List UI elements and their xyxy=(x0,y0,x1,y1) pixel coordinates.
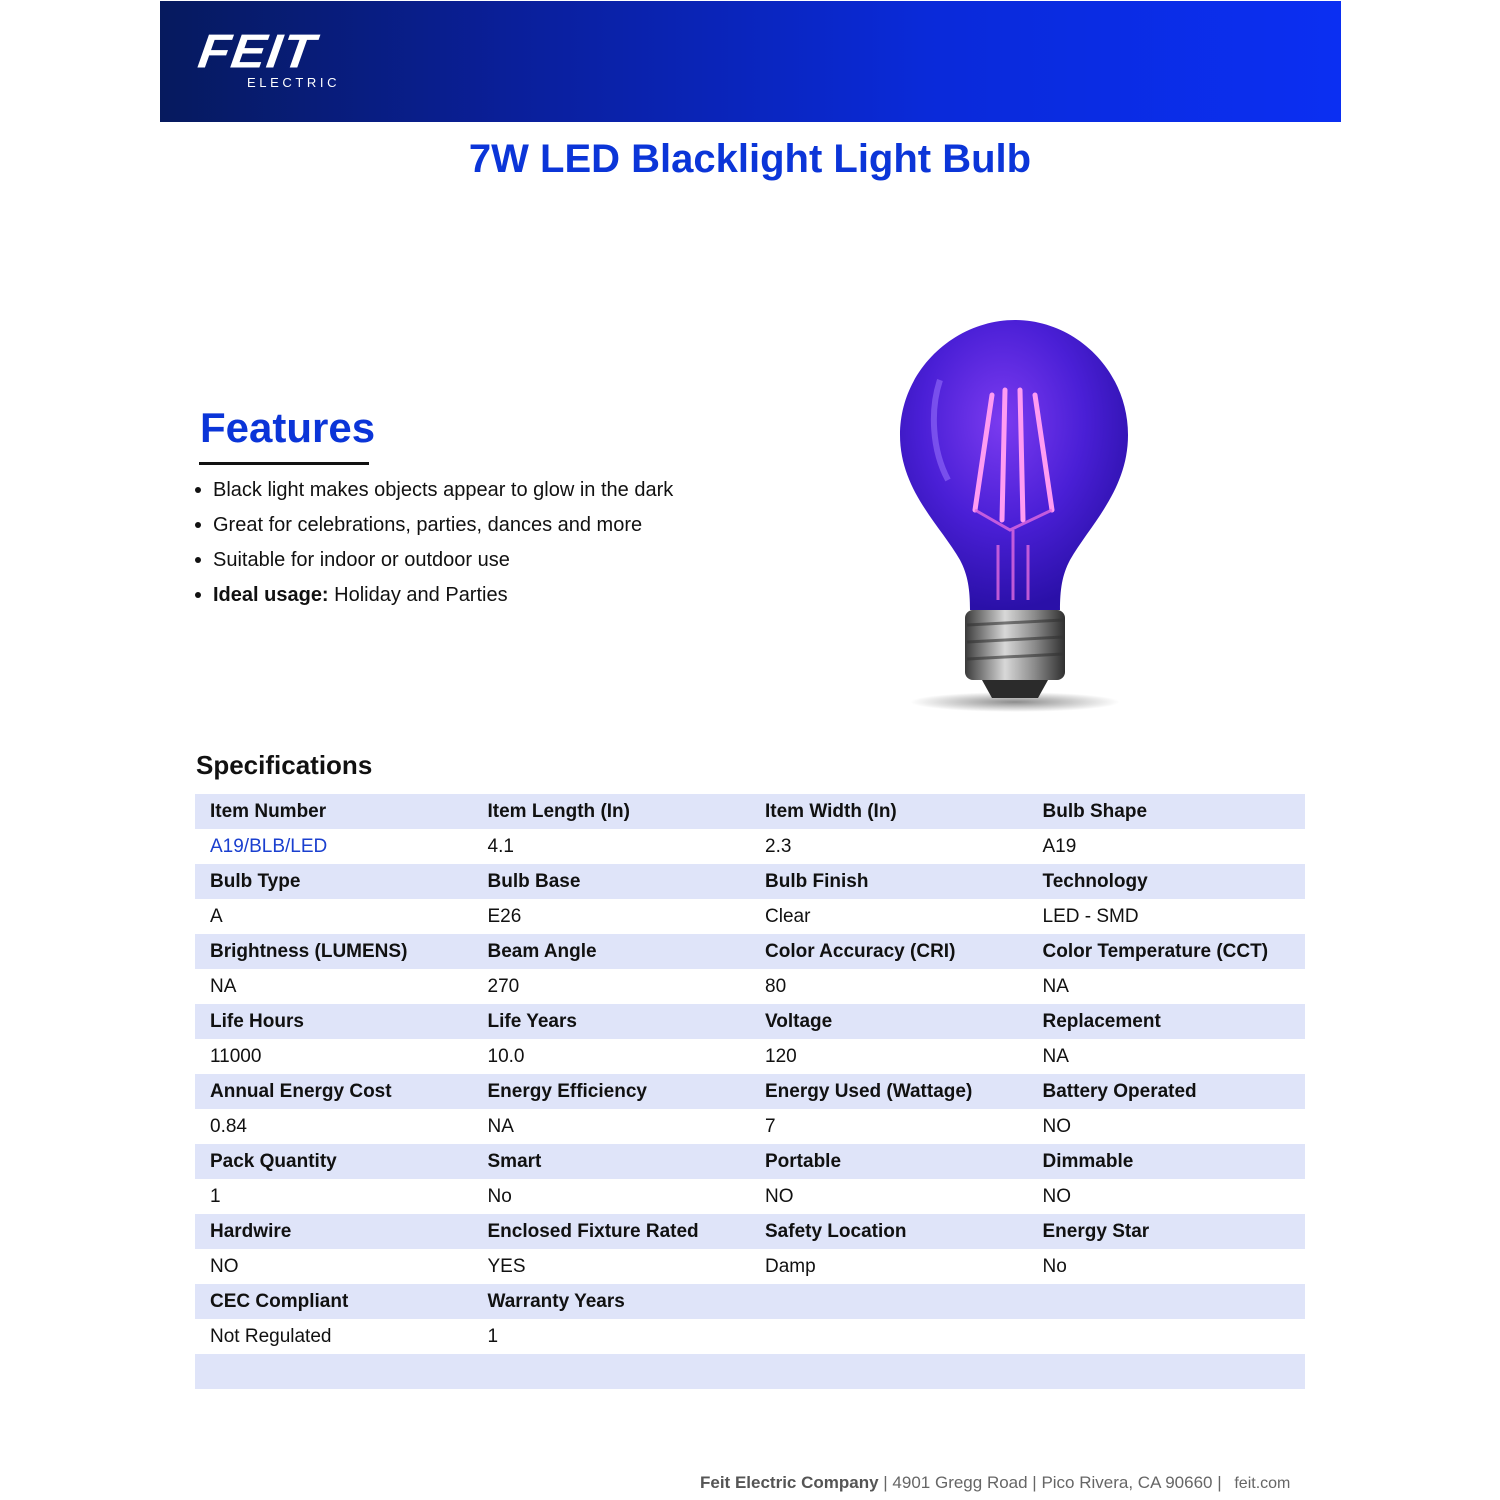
spec-value: NA xyxy=(1028,969,1306,1004)
spec-label: Enclosed Fixture Rated xyxy=(473,1214,751,1249)
spec-label: Annual Energy Cost xyxy=(195,1074,473,1109)
spec-label: Technology xyxy=(1028,864,1306,899)
spec-value: NA xyxy=(473,1109,751,1144)
spec-label: Bulb Type xyxy=(195,864,473,899)
spec-value-row xyxy=(195,969,1305,1004)
spec-header-row xyxy=(195,1004,1305,1039)
spec-value: 2.3 xyxy=(750,829,1028,864)
spec-value-row xyxy=(195,1249,1305,1284)
spec-label: Life Years xyxy=(473,1004,751,1039)
spec-label: Warranty Years xyxy=(473,1284,751,1319)
spec-value: E26 xyxy=(473,899,751,934)
spec-value: 7 xyxy=(750,1109,1028,1144)
spec-value: NA xyxy=(195,969,473,1004)
spec-value: 1 xyxy=(195,1179,473,1214)
spec-header-row xyxy=(195,1144,1305,1179)
features-list xyxy=(190,474,710,614)
spec-label: Brightness (LUMENS) xyxy=(195,934,473,969)
spec-label: Bulb Shape xyxy=(1028,794,1306,829)
spec-label: Bulb Base xyxy=(473,864,751,899)
spec-label: Portable xyxy=(750,1144,1028,1179)
spec-label xyxy=(1028,1284,1306,1319)
spec-value: A19/BLB/LED xyxy=(195,829,473,864)
spec-value-row xyxy=(195,1109,1305,1144)
spec-value: 1 xyxy=(473,1319,751,1354)
spec-value: Clear xyxy=(750,899,1028,934)
spec-header-row xyxy=(195,794,1305,829)
spec-value-row xyxy=(195,1319,1305,1354)
spec-value: YES xyxy=(473,1249,751,1284)
spec-label: Life Hours xyxy=(195,1004,473,1039)
spec-value: 120 xyxy=(750,1039,1028,1074)
features-underline xyxy=(199,462,369,465)
feit-electric-logo xyxy=(194,25,377,96)
spec-label xyxy=(750,1284,1028,1319)
spec-label: Dimmable xyxy=(1028,1144,1306,1179)
spec-label: Pack Quantity xyxy=(195,1144,473,1179)
spec-value: Damp xyxy=(750,1249,1028,1284)
spec-value xyxy=(750,1319,1028,1354)
product-bulb-image xyxy=(870,310,1160,720)
spec-header-row xyxy=(195,1074,1305,1109)
spec-value-row xyxy=(195,1039,1305,1074)
spec-value: 10.0 xyxy=(473,1039,751,1074)
feature-item: Black light makes objects appear to glow in the dark xyxy=(190,474,710,506)
footer-company: Feit Electric Company xyxy=(700,1473,879,1492)
spec-value: No xyxy=(1028,1249,1306,1284)
logo-subtext: ELECTRIC xyxy=(247,75,341,90)
logo-wordmark: FEIT xyxy=(194,25,320,79)
product-title: 7W LED Blacklight Light Bulb xyxy=(468,137,1032,181)
spec-value: No xyxy=(473,1179,751,1214)
spec-value: A19 xyxy=(1028,829,1306,864)
spec-value: NO xyxy=(1028,1179,1306,1214)
spec-label: Energy Used (Wattage) xyxy=(750,1074,1028,1109)
spec-label: CEC Compliant xyxy=(195,1284,473,1319)
spec-value: NO xyxy=(1028,1109,1306,1144)
spec-header-row xyxy=(195,864,1305,899)
feature-item: Great for celebrations, parties, dances and more xyxy=(190,509,710,541)
spec-value: Not Regulated xyxy=(195,1319,473,1354)
spec-label: Replacement xyxy=(1028,1004,1306,1039)
spec-value: NO xyxy=(195,1249,473,1284)
spec-value-row xyxy=(195,829,1305,864)
spec-label: Hardwire xyxy=(195,1214,473,1249)
footer xyxy=(700,1473,1290,1493)
spec-header-row xyxy=(195,1284,1305,1319)
spec-value: A xyxy=(195,899,473,934)
spec-value: 0.84 xyxy=(195,1109,473,1144)
spec-value-row xyxy=(195,899,1305,934)
footer-website-link[interactable]: feit.com xyxy=(1234,1475,1291,1492)
spec-value: NA xyxy=(1028,1039,1306,1074)
spec-value: 11000 xyxy=(195,1039,473,1074)
spec-value: 270 xyxy=(473,969,751,1004)
spec-value: 4.1 xyxy=(473,829,751,864)
spec-label: Safety Location xyxy=(750,1214,1028,1249)
footer-address: | 4901 Gregg Road | Pico Rivera, CA 90660 | xyxy=(878,1473,1227,1492)
specifications-heading: Specifications xyxy=(196,750,373,780)
spec-label: Battery Operated xyxy=(1028,1074,1306,1109)
spec-label: Item Width (In) xyxy=(750,794,1028,829)
spec-value-row xyxy=(195,1179,1305,1214)
spec-value: 80 xyxy=(750,969,1028,1004)
spec-value: NO xyxy=(750,1179,1028,1214)
spec-label: Beam Angle xyxy=(473,934,751,969)
spec-label: Item Length (In) xyxy=(473,794,751,829)
spec-header-row xyxy=(195,1214,1305,1249)
spec-value xyxy=(1028,1319,1306,1354)
spec-label: Item Number xyxy=(195,794,473,829)
spec-value: LED - SMD xyxy=(1028,899,1306,934)
spec-label: Color Accuracy (CRI) xyxy=(750,934,1028,969)
spec-label: Smart xyxy=(473,1144,751,1179)
spec-label: Energy Star xyxy=(1028,1214,1306,1249)
spec-filler-row xyxy=(195,1354,1305,1389)
spec-label: Energy Efficiency xyxy=(473,1074,751,1109)
spec-header-row xyxy=(195,934,1305,969)
features-heading: Features xyxy=(200,404,376,451)
feature-item: Ideal usage: Holiday and Parties xyxy=(190,579,710,611)
spec-label: Bulb Finish xyxy=(750,864,1028,899)
spec-label: Color Temperature (CCT) xyxy=(1028,934,1306,969)
specifications-table xyxy=(195,794,1305,1389)
feature-item: Suitable for indoor or outdoor use xyxy=(190,544,710,576)
spec-label: Voltage xyxy=(750,1004,1028,1039)
